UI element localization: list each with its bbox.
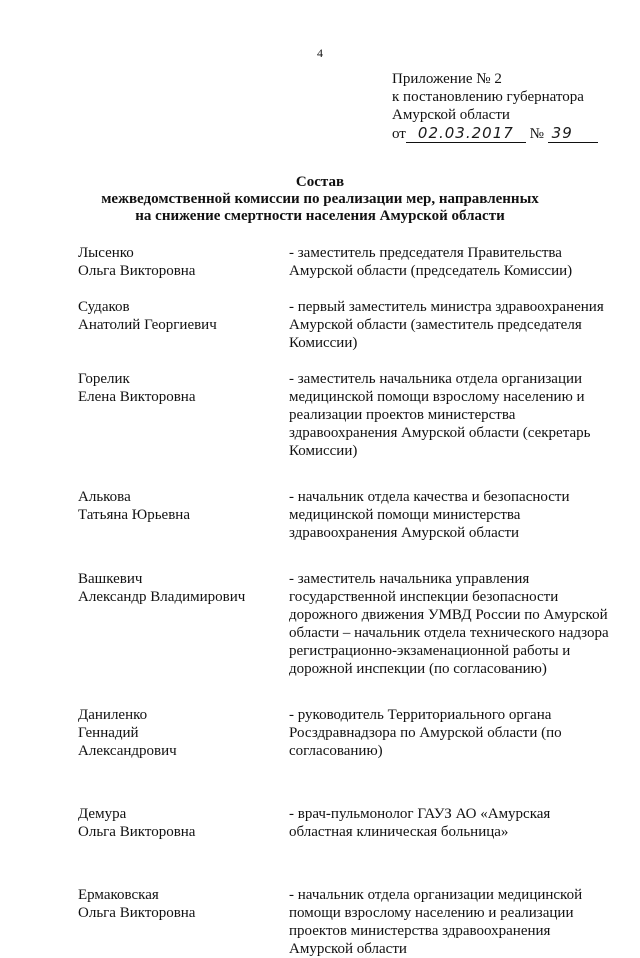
member-name-line: Даниленко	[78, 707, 148, 723]
number-prefix: №	[529, 126, 544, 142]
member-name-line: Александрович	[78, 743, 177, 759]
member-role	[289, 570, 618, 678]
page-number: 4	[317, 46, 323, 60]
member-role-line: помощи взрослому населению и реализации	[289, 905, 574, 921]
member-row	[78, 805, 618, 841]
member-role-line: Комиссии)	[289, 443, 358, 459]
title-line-1: Состав	[295, 174, 345, 190]
member-role-line: - заместитель начальника управления	[289, 571, 530, 587]
member-role-line: реализации проектов министерства	[289, 407, 516, 423]
member-name	[78, 298, 289, 352]
member-row	[78, 488, 618, 542]
member-role-line: - заместитель председателя Правительства	[289, 245, 562, 261]
member-role-line: - врач-пульмонолог ГАУЗ АО «Амурская	[289, 806, 551, 822]
member-role-line: Росздравнадзора по Амурской области (по	[289, 725, 562, 741]
member-row	[78, 370, 618, 460]
member-name-line: Алькова	[78, 489, 131, 505]
member-role-line: согласованию)	[289, 743, 383, 759]
member-row	[78, 706, 618, 760]
handwritten-number: 39	[548, 124, 598, 143]
member-role-line: - заместитель начальника отдела организации	[289, 371, 583, 387]
member-role	[289, 298, 618, 352]
member-role-line: - первый заместитель министра здравоохранения	[289, 299, 604, 315]
member-role-line: здравоохранения Амурской области	[289, 525, 520, 541]
member-name-line: Татьяна Юрьевна	[78, 507, 190, 523]
member-name-line: Ольга Викторовна	[78, 905, 196, 921]
member-row	[78, 570, 618, 678]
member-role-line: Амурской области (заместитель председателя	[289, 317, 582, 333]
member-name	[78, 570, 289, 678]
member-role-line: дорожной инспекции (по согласованию)	[289, 661, 547, 677]
member-name-line: Геннадий	[78, 725, 139, 741]
member-name-line: Ольга Викторовна	[78, 824, 196, 840]
member-role-line: Амурской области	[289, 941, 407, 957]
member-role-line: проектов министерства здравоохранения	[289, 923, 551, 939]
member-name	[78, 370, 289, 460]
member-name	[78, 488, 289, 542]
member-role	[289, 244, 618, 280]
member-role	[289, 805, 618, 841]
member-name-line: Вашкевич	[78, 571, 143, 587]
member-role	[289, 706, 618, 760]
appendix-region-line: Амурской области	[392, 107, 510, 123]
member-name-line: Судаков	[78, 299, 130, 315]
member-name	[78, 244, 289, 280]
member-name-line: Горелик	[78, 371, 130, 387]
member-role-line: - начальник отдела организации медицинской	[289, 887, 583, 903]
member-role	[289, 370, 618, 460]
appendix-title: Приложение № 2	[392, 71, 502, 87]
member-role-line: дорожного движения УМВД России по Амурской	[289, 607, 608, 623]
member-name	[78, 706, 289, 760]
member-row	[78, 886, 618, 958]
document-title	[0, 174, 640, 225]
member-role	[289, 488, 618, 542]
appendix-block	[392, 70, 598, 143]
member-role-line: Амурской области (председатель Комиссии)	[289, 263, 573, 279]
member-name	[78, 805, 289, 841]
member-name-line: Демура	[78, 806, 127, 822]
member-row	[78, 244, 618, 280]
title-line-3: на снижение смертности населения Амурской области	[135, 208, 505, 224]
member-role-line: здравоохранения Амурской области (секретарь	[289, 425, 591, 441]
appendix-decree-line: к постановлению губернатора	[392, 89, 584, 105]
member-role-line: - руководитель Территориального органа	[289, 707, 552, 723]
members-list	[78, 244, 618, 958]
member-role-line: области – начальник отдела технического надзора	[289, 625, 609, 641]
member-role-line: медицинской помощи министерства	[289, 507, 521, 523]
member-name-line: Анатолий Георгиевич	[78, 317, 217, 333]
member-name-line: Ольга Викторовна	[78, 263, 196, 279]
member-name-line: Лысенко	[78, 245, 134, 261]
member-name-line: Ермаковская	[78, 887, 159, 903]
handwritten-date: 02.03.2017	[406, 124, 526, 143]
member-name-line: Елена Викторовна	[78, 389, 196, 405]
member-role	[289, 886, 618, 958]
member-role-line: медицинской помощи взрослому населению и	[289, 389, 585, 405]
member-name-line: Александр Владимирович	[78, 589, 246, 605]
appendix-date-line	[392, 124, 598, 143]
date-prefix: от	[392, 126, 406, 142]
member-role-line: областная клиническая больница»	[289, 824, 509, 840]
member-name	[78, 886, 289, 958]
title-line-2: межведомственной комиссии по реализации мер, направленных	[101, 191, 539, 207]
member-role-line: - начальник отдела качества и безопасности	[289, 489, 570, 505]
member-role-line: Комиссии)	[289, 335, 358, 351]
member-row	[78, 298, 618, 352]
member-role-line: государственной инспекции безопасности	[289, 589, 559, 605]
member-role-line: регистрационно-экзаменационной работы и	[289, 643, 571, 659]
